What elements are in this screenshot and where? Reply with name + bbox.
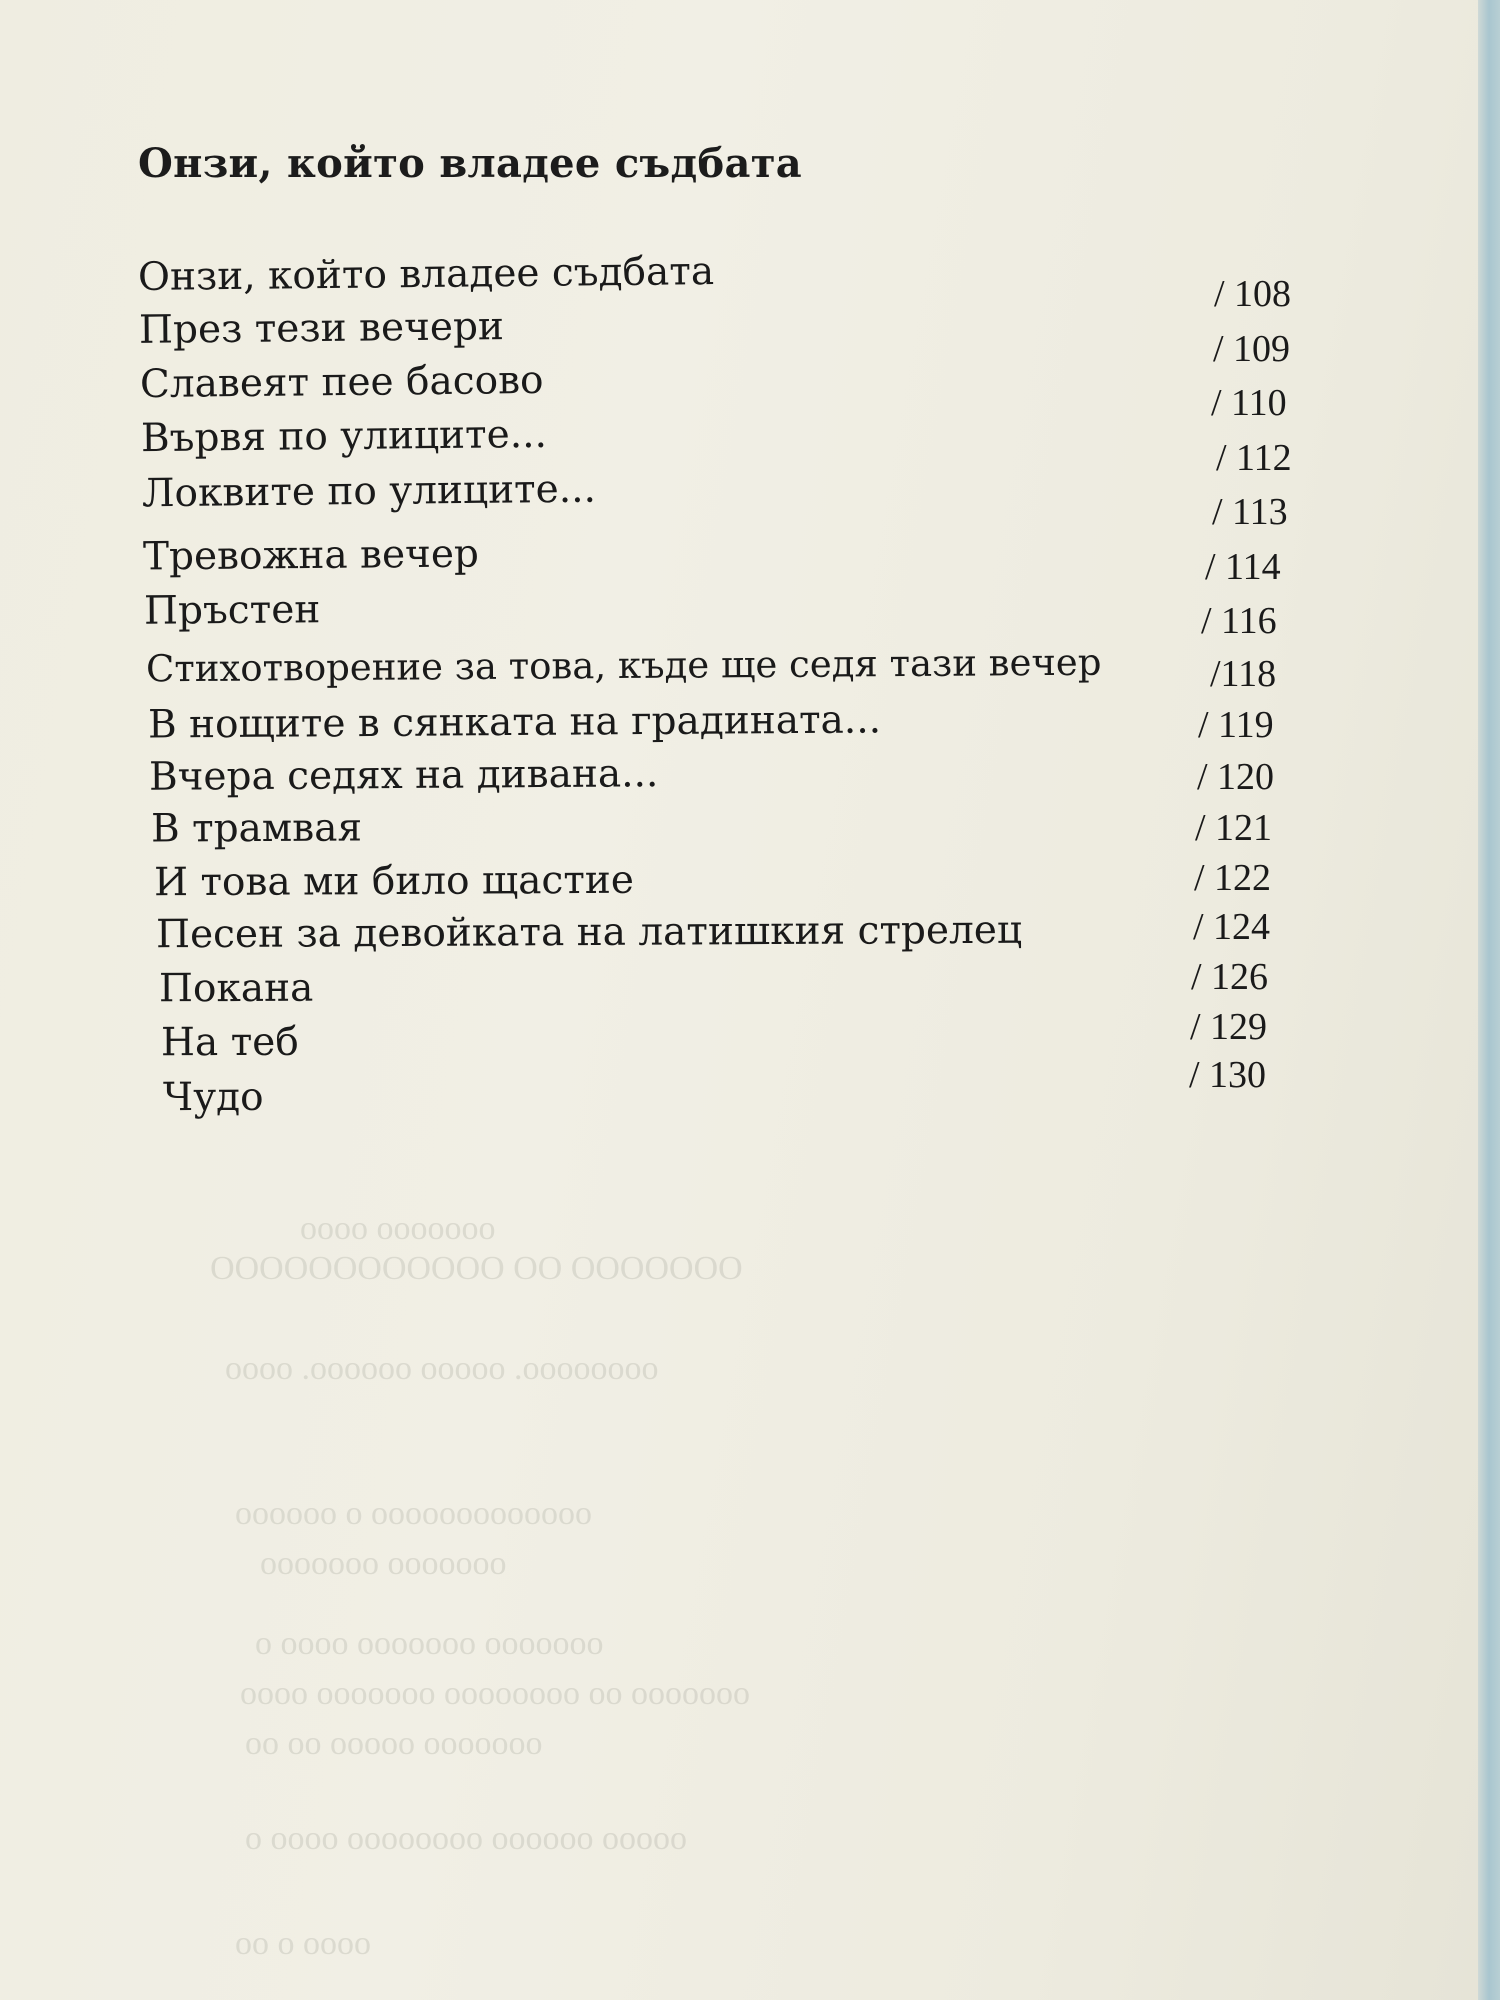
toc-entry-page: / 124 (1193, 906, 1271, 948)
toc-entry-title: Стихотворение за това, къде ще седя тази вечер (145, 640, 1102, 691)
toc-entry-page: / 120 (1197, 756, 1275, 798)
toc-entry-title: Локвите по улиците... (141, 466, 597, 517)
toc-entry-title: Чудо (162, 1074, 264, 1121)
toc-entry-title: Пръстен (143, 587, 321, 634)
toc-entry-title: В трамвая (150, 805, 363, 852)
toc-entry-page: / 122 (1194, 857, 1272, 899)
toc-entry-title: В нощите в сянката на градината... (147, 697, 882, 748)
toc-entry-title: Вчера седях на дивана... (148, 751, 659, 800)
toc-entry-page: /118 (1210, 653, 1277, 695)
toc-entry-title: Покана (158, 965, 314, 1012)
toc-entry-title: Онзи, който владее съдбата (137, 248, 715, 301)
book-page: Онзи, който владее съдбата Онзи, който владее съдбата / 108 През тези вечери / 109 Славеят пее басово / 110 Вървя по улиците... / 112 Локвите по улиците... / 113 Тревожна вечер / 114 Пръстен / 116 Стихотворение за това, къде ще седя тази вечер /118 В нощите в сянката на градината... / 119 Вчера седях на дивана... / 120 В трамвая / 121 И това ми било щастие / 122 Песен за девойката на латишкия стрелец / 124 Покана / 126 На теб / 129 Чудо / 130 ооооооо оооо ООООООО ОО ОООООООООООО оооооооо. ооооо оооооо. оооо ооооооооооооо о оооооо ооооооо ооооооо ооооооо ооооооо оооо о ооооооо оо оооооооо ооооооо оооо ооооооо ооооо оо оо ооооо оооооо оооооооо оооо о оооо о оо (0, 0, 1478, 2000)
toc-entry-title: Славеят пее басово (139, 357, 544, 408)
toc-entry-title: Вървя по улиците... (140, 411, 548, 462)
toc-entry-page: / 109 (1213, 328, 1291, 370)
section-heading: Онзи, който владее съдбата (138, 140, 802, 187)
toc-entry-page: / 116 (1201, 600, 1277, 642)
toc-entry-page: / 114 (1205, 546, 1281, 588)
toc-entry-page: / 108 (1214, 273, 1292, 315)
toc-entry-page: / 110 (1211, 382, 1287, 424)
toc-entry-page: / 119 (1198, 704, 1274, 746)
toc-entry-title: През тези вечери (138, 304, 505, 353)
toc-entry-title: На теб (160, 1019, 299, 1066)
toc-entry-title: И това ми било щастие (153, 857, 635, 906)
toc-entry-page: / 129 (1190, 1006, 1268, 1048)
toc-entry-page: / 126 (1191, 956, 1269, 998)
toc-entry-page: / 113 (1212, 491, 1288, 533)
toc-entry-title: Песен за девойката на латишкия стрелец (155, 907, 1023, 958)
toc-entry-title: Тревожна вечер (142, 531, 480, 580)
toc-entry-page: / 121 (1195, 807, 1273, 849)
toc-entry-page: / 112 (1216, 437, 1292, 479)
toc-entry-page: / 130 (1189, 1054, 1267, 1096)
page-edge (1478, 0, 1500, 2000)
